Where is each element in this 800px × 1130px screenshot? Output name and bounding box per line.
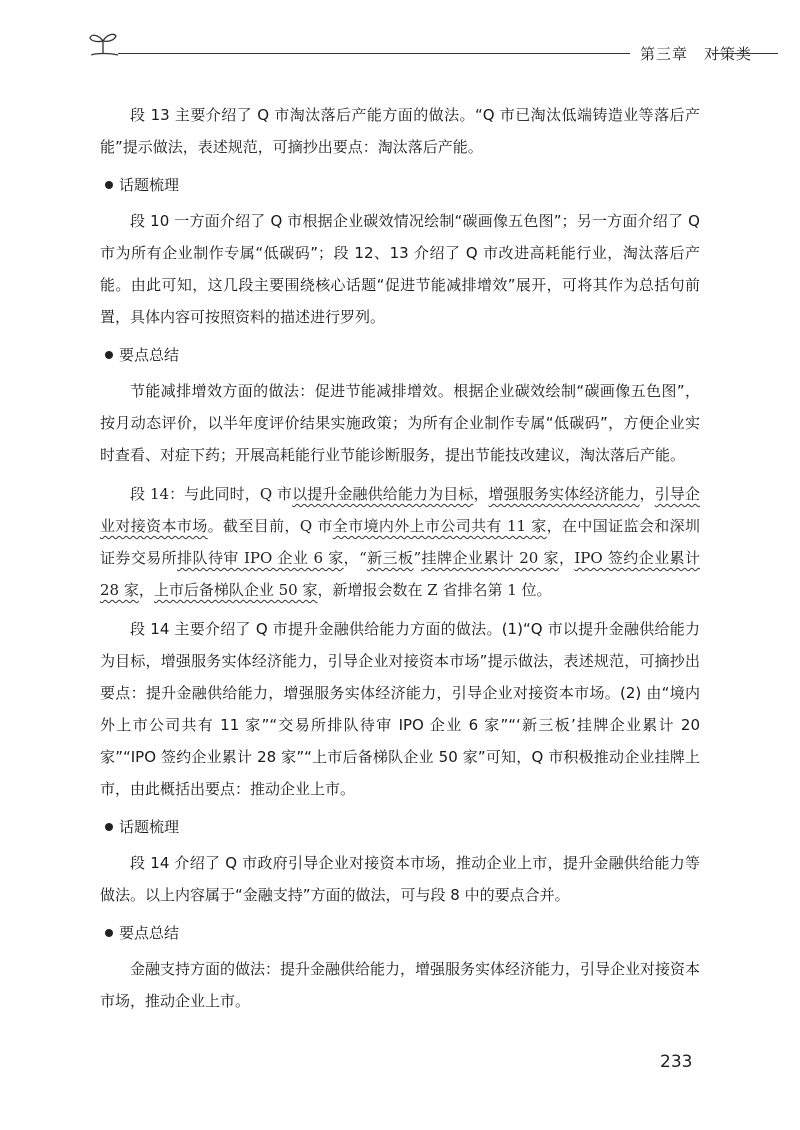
underlined-phrase: 新三板 — [366, 549, 414, 567]
underlined-phrase: IPO 签约企业累计 28 家 — [100, 549, 700, 599]
section-heading — [100, 170, 700, 200]
underlined-phrase: 引导企业对接资本市场 — [100, 485, 700, 535]
excerpt-text: ， — [639, 485, 655, 503]
underlined-phrase: 增强服务实体经济能力 — [488, 485, 640, 503]
bullet-icon — [105, 351, 113, 359]
excerpt-text: ” — [413, 549, 422, 567]
section-heading-text: 要点总结 — [119, 924, 180, 942]
underlined-phrase: 排队待审 IPO 企业 6 家 — [177, 549, 344, 567]
page-header — [88, 28, 778, 68]
section-heading — [100, 812, 700, 842]
excerpt-text: ， — [473, 485, 489, 503]
excerpt-text: ， — [138, 581, 154, 599]
section-heading — [100, 918, 700, 948]
excerpt-text: ，在中国证监会和深圳证券交易所 — [100, 517, 700, 567]
excerpt-text: 。截至目前，Q 市 — [207, 517, 333, 535]
bullet-icon — [105, 181, 113, 189]
paragraph: 段 13 主要介绍了 Q 市淘汰落后产能方面的做法。“Q 市已淘汰低端铸造业等落后产能”提示做法，表述规范，可摘抄出要点：淘汰落后产能。 — [100, 106, 700, 156]
paragraph: 段 10 一方面介绍了 Q 市根据企业碳效情况绘制“碳画像五色图”；另一方面介绍了 Q 市为所有企业制作专属“低碳码”；段 12、13 介绍了 Q 市改进高耗能行业，淘汰落后产能。由此可知，这几段主要围绕核心话题“促进节能减排增效”展开，可将其作为总括句前置，具体内容可按照资料的描述进行罗列。 — [100, 212, 700, 326]
section-heading — [100, 340, 700, 370]
underlined-phrase: 全市境内外上市公司共有 11 家 — [332, 517, 547, 535]
paragraph: 金融支持方面的做法：提升金融供给能力，增强服务实体经济能力，引导企业对接资本市场，推动企业上市。 — [100, 960, 701, 1010]
section-heading-text: 要点总结 — [119, 346, 180, 364]
chapter-title: 第三章 对策类 — [640, 45, 753, 63]
paragraph: 节能减排增效方面的做法：促进节能减排增效。根据企业碳效绘制“碳画像五色图”，按月动态评价，以半年度评价结果实施政策；为所有企业制作专属“低碳码”，方便企业实时查看、对症下药；开展高耗能行业节能诊断服务，提出节能技改建议，淘汰落后产能。 — [100, 382, 700, 464]
excerpt-text: ，新增报会数在 Z 省排名第 1 位。 — [317, 581, 552, 599]
paragraph: 段 14 介绍了 Q 市政府引导企业对接资本市场，推动企业上市，提升金融供给能力等做法。以上内容属于“金融支持”方面的做法，可与段 8 中的要点合并。 — [100, 854, 700, 904]
header-rule-left — [118, 53, 630, 54]
header-rule-right — [712, 53, 778, 54]
sprout-icon — [88, 30, 118, 56]
underlined-phrase: 上市后备梯队企业 50 家 — [153, 581, 318, 599]
page-number: 233 — [660, 1052, 693, 1072]
excerpt-text: 段 14：与此同时，Q 市 — [130, 485, 293, 503]
underlined-phrase: 以提升金融供给能力为目标 — [292, 485, 474, 503]
source-excerpt — [100, 478, 700, 606]
paragraph: 段 14 主要介绍了 Q 市提升金融供给能力方面的做法。(1)“Q 市以提升金融供给能力为目标，增强服务实体经济能力，引导企业对接资本市场”提示做法，表述规范，可摘抄出要点：提升金融供给能力，增强服务实体经济能力，引导企业对接资本市场。(2) 由“境内外上市公司共有 11 家”“交易所排队待审 IPO 企业 6 家”“‘新三板’挂牌企业累计 20 家”“IPO 签约企业累计 28 家”“上市后备梯队企业 50 家”可知，Q 市积极推动企业挂牌上市，由此概括出要点：推动企业上市。 — [100, 620, 700, 798]
excerpt-text: ，“ — [343, 549, 367, 567]
bullet-icon — [105, 929, 113, 937]
page-content — [100, 99, 700, 1024]
bullet-icon — [105, 823, 113, 831]
section-heading-text: 话题梳理 — [119, 818, 180, 836]
section-heading-text: 话题梳理 — [119, 176, 180, 194]
excerpt-text: ， — [558, 549, 575, 567]
underlined-phrase: 挂牌企业累计 20 家 — [421, 549, 559, 567]
